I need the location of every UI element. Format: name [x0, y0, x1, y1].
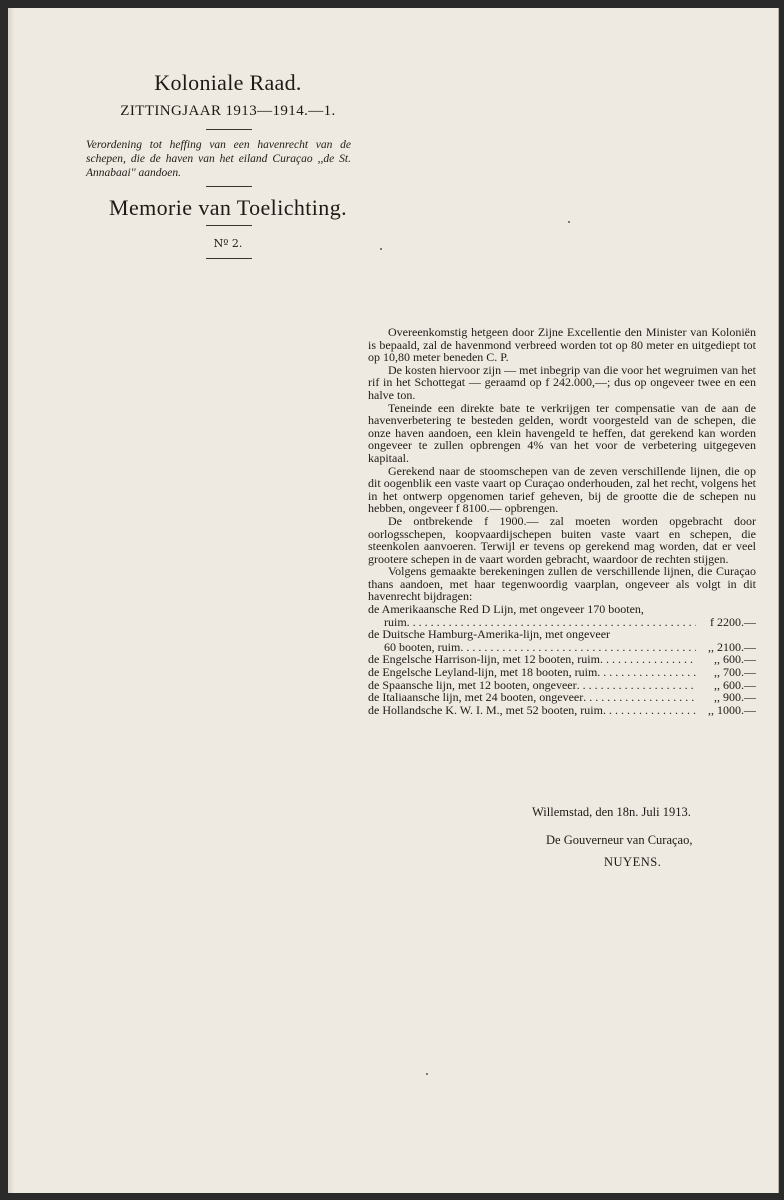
document-page: [8, 8, 779, 1193]
leader-dots: [603, 704, 696, 717]
line-amount: ,, 700.—: [714, 665, 756, 680]
signature-place-date: Willemstad, den 18n. Juli 1913.: [532, 805, 691, 819]
council-title: Koloniale Raad.: [154, 70, 302, 95]
explanatory-text: [368, 326, 756, 716]
leader-dots: [577, 679, 696, 692]
line-label: de Spaansche lijn, met 12 booten, ongeveer: [368, 677, 577, 692]
signature-office: De Gouverneur van Curaçao,: [546, 833, 693, 847]
divider-rule: [206, 186, 252, 187]
line-amount: f 2200.—: [710, 614, 756, 629]
paper-speck: [380, 248, 382, 250]
leader-dots: [600, 653, 696, 666]
line-label: de Engelsche Leyland-lijn, met 18 booten, ruim: [368, 665, 598, 680]
list-item: [368, 603, 756, 616]
line-amount: ,, 600.—: [714, 677, 756, 692]
list-item: [368, 704, 756, 717]
line-label: de Hollandsche K. W. I. M., met 52 booten, ruim: [368, 702, 603, 717]
leader-dots: [597, 666, 696, 679]
divider-rule: [206, 258, 252, 259]
document-number: Nº 2.: [213, 237, 243, 250]
body-paragraph: De ontbrekende f 1900.— zal moeten worden opgebracht door oorlogsschepen, koopvaardijschepen buiten vaste vaart en schepen, die steenkolen aanvoeren. Terwijl er tevens op gerekend mag worden, dat er veel grootere schepen in de vaart worden gebracht, waardoor de rechten stijgen.: [368, 513, 756, 566]
session-year: ZITTINGJAAR 1913—1914.—1.: [120, 103, 336, 119]
line-label: de Italiaansche lijn, met 24 booten, ongeveer: [368, 690, 584, 705]
body-paragraph: Volgens gemaakte berekeningen zullen de verschillende lijnen, die Curaçao thans aandoen, met haar tegenwoordig vaarplan, ongeveer als volgt in dit havenrecht bijdragen:: [368, 564, 756, 604]
paper-speck: [426, 1073, 428, 1075]
body-paragraph: Teneinde een direkte bate te verkrijgen ter compensatie van de aan de havenverbetering te besteden gelden, wordt voorgesteld van de schepen, die onze haven aandoen, een klein havengeld te heffen, dat gerekend kan worden ongeveer te zullen opbrengen 4% van het voor de verbetering uitgegeven kapitaal.: [368, 400, 756, 465]
line-label: de Amerikaansche Red D Lijn, met ongeveer 170 booten,: [368, 602, 644, 617]
line-amount: ,, 2100.—: [708, 639, 756, 654]
list-item: [368, 666, 756, 679]
signature-name: NUYENS.: [604, 855, 662, 869]
leader-dots: [583, 691, 696, 704]
list-item: [368, 628, 756, 641]
divider-rule: [206, 225, 252, 226]
divider-rule: [206, 129, 252, 130]
document-title: Memorie van Toelichting.: [109, 195, 347, 220]
paper-speck: [568, 221, 570, 223]
page-fold-shadow: [8, 8, 14, 1193]
line-amount: ,, 900.—: [714, 690, 756, 705]
line-label: de Engelsche Harrison-lijn, met 12 booten, ruim: [368, 652, 600, 667]
line-label: de Duitsche Hamburg-Amerika-lijn, met ongeveer: [368, 627, 611, 642]
body-paragraph: Overeenkomstig hetgeen door Zijne Excellentie den Minister van Koloniën is bepaald, zal de havenmond verbreed worden tot op 80 meter en uitgediept tot op 10,80 meter beneden C. P.: [368, 325, 756, 365]
contribution-list: [368, 603, 756, 716]
line-amount: ,, 1000.—: [708, 702, 756, 717]
body-paragraph: De kosten hiervoor zijn — met inbegrip van die voor het wegruimen van het rif in het Schottegat — geraamd op f 242.000,—; dus op ongeveer twee en een halve ton.: [368, 362, 756, 402]
line-label: 60 booten, ruim: [384, 639, 461, 654]
ordinance-subtitle: Verordening tot heffing van een havenrecht van de schepen, die de haven van het eiland Curaçao ,,de St. Annabaai'' aandoen.: [86, 139, 351, 179]
line-label: ruim: [384, 614, 407, 629]
line-amount: ,, 600.—: [714, 652, 756, 667]
body-paragraph: Gerekend naar de stoomschepen van de zeven verschillende lijnen, die op dit oogenblik een vaste vaart op Curaçao onderhouden, zal het recht, volgens het in het ontwerp opgenomen tarief geheven, bij de grootte die de schepen nu hebben, ongeveer f 8100.— opbrengen.: [368, 463, 756, 516]
list-item: [368, 691, 756, 704]
